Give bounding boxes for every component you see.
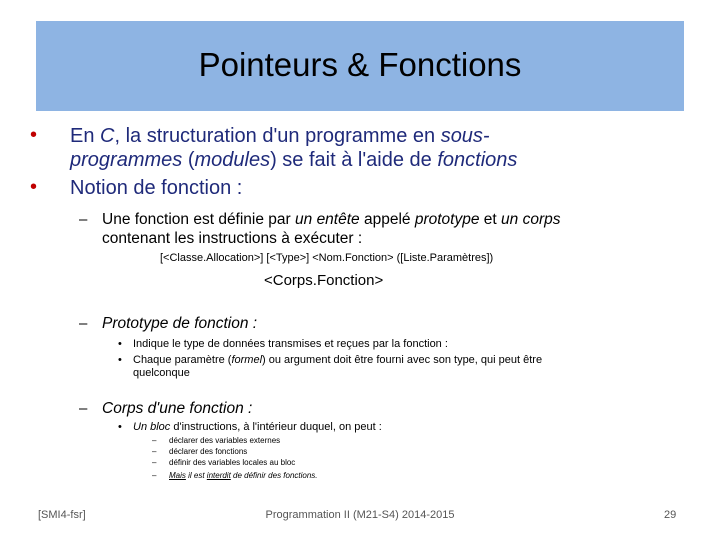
footer-center: Programmation II (M21-S4) 2014-2015 [265,509,455,521]
corps-subitem-3: définir des variables locales au bloc [169,458,296,467]
corps-syntax: <Corps.Fonction> [264,272,384,289]
prototype-heading [102,315,257,333]
text-italic: Prototype de fonction : [102,315,258,332]
dash-marker: – [79,400,88,417]
prototype-item-2 [133,354,542,367]
dash-marker: – [152,447,157,456]
bullet-dot: • [30,176,38,198]
text-italic: fonctions [437,149,518,171]
text: , la structuration d'un programme en [114,125,441,147]
corps-subitem-4 [169,471,318,481]
title-bar [36,21,684,111]
text: ) ou argument doit être fourni avec son type, qui peut être [262,354,543,366]
text: d'instructions, à l'intérieur duquel, on peut : [170,421,382,433]
text: ) se fait à l'aide de [270,149,438,171]
corps-subitem-1: déclarer des variables externes [169,436,281,445]
text-italic: prototype [414,211,480,228]
prototype-item-2-cont: quelconque [133,367,190,379]
text: de définir des fonctions. [230,471,318,480]
text-italic: Un bloc [133,421,171,433]
corps-bloc [133,421,382,434]
text-italic: programmes [70,149,183,171]
bullet-marker: • [118,354,122,366]
dash-marker: – [152,458,157,467]
bullet-dot: • [30,124,38,146]
text-italic: sous- [440,125,490,147]
page-number: 29 [664,509,677,521]
definition-line1 [102,211,560,229]
dash-marker: – [152,436,157,445]
corps-heading [102,400,252,418]
text: appelé [359,211,415,228]
text: ( [182,149,195,171]
text: et [479,211,502,228]
text-italic: formel [231,354,263,366]
bullet-marker: • [118,421,122,433]
bullet1-line2 [70,148,517,172]
text: En [70,125,101,147]
bullet2: Notion de fonction : [70,177,243,199]
prototype-syntax: [<Classe.Allocation>] [<Type>] <Nom.Fonction> ([Liste.Paramètres]) [160,252,494,264]
text-italic: modules [194,149,271,171]
text-italic: C [100,125,115,147]
prototype-item-1: Indique le type de données transmises et reçues par la fonction : [133,338,448,350]
slide-title: Pointeurs & Fonctions [198,46,522,83]
bullet1-line1 [70,124,490,148]
dash-marker: – [152,471,157,480]
text-italic: un corps [501,211,561,228]
text-underlined: Mais [169,471,186,480]
definition-line2: contenant les instructions à exécuter : [102,230,363,247]
text-underlined: interdit [206,471,231,480]
footer-left: [SMI4-fsr] [38,509,86,521]
text: il est [185,471,207,480]
corps-subitem-2: déclarer des fonctions [169,447,248,456]
text-italic: un entête [295,211,360,228]
text: Chaque paramètre ( [133,354,232,366]
bullet-marker: • [118,338,122,350]
dash-marker: – [79,315,88,332]
text-italic: Corps d'une fonction : [102,400,253,417]
text: Une fonction est définie par [102,211,296,228]
dash-marker: – [79,211,88,228]
